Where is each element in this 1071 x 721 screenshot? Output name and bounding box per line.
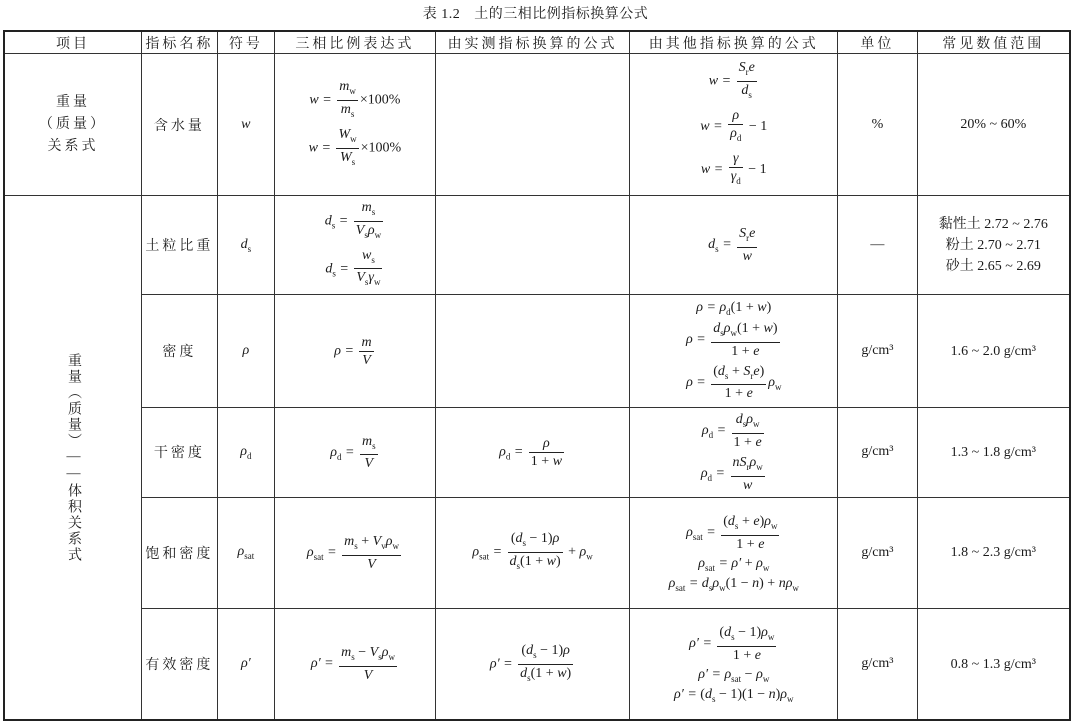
formula: $\rho_d$ = $\frac{m_s}{V}$ xyxy=(330,433,376,472)
formula: ρ = $\frac{m}{V}$ xyxy=(334,334,372,368)
other-formulas xyxy=(630,608,838,720)
formula: ρ′ = $\frac{(d_s - 1)\rho}{d_s(1 + w)}$ xyxy=(489,642,572,683)
header-index-name: 指标名称 xyxy=(142,31,218,54)
symbol: ρ xyxy=(217,295,274,408)
unit: — xyxy=(838,196,917,295)
measured-formulas xyxy=(435,295,629,408)
table-row-water-content xyxy=(4,54,1070,196)
formula: ρ′ = $\frac{(d_s - 1)\rho_w}{1 + e}$ xyxy=(689,625,775,664)
measured-formulas xyxy=(435,54,629,196)
table-row-specific-gravity xyxy=(4,196,1070,295)
index-name: 饱和密度 xyxy=(142,497,218,608)
measured-formulas xyxy=(435,497,629,608)
other-formulas xyxy=(630,295,838,408)
other-formulas xyxy=(630,408,838,498)
three-phase-formulas xyxy=(275,608,436,720)
typical-range: 20% ~ 60% xyxy=(917,54,1070,196)
unit: g/cm³ xyxy=(838,408,917,498)
typical-range: 1.8 ~ 2.3 g/cm³ xyxy=(917,497,1070,608)
measured-formulas xyxy=(435,408,629,498)
index-name: 含水量 xyxy=(142,54,218,196)
formula: $\rho' = \rho_{sat} - \rho_w$ xyxy=(698,667,770,684)
table-caption xyxy=(0,3,1071,23)
three-phase-formulas xyxy=(275,196,436,295)
index-name: 干密度 xyxy=(142,408,218,498)
three-phase-formulas xyxy=(275,295,436,408)
typical-range: 1.6 ~ 2.0 g/cm³ xyxy=(917,295,1070,408)
three-phase-formulas xyxy=(275,54,436,196)
header-measured: 由实测指标换算的公式 xyxy=(435,31,629,54)
table-row-saturated-density xyxy=(4,497,1070,608)
index-name: 有效密度 xyxy=(142,608,218,720)
formula: $d_s$ = $\frac{w_s}{V_s\gamma_w}$ xyxy=(325,247,381,288)
formula: $\rho' = (d_s - 1)(1 - n)\rho_w$ xyxy=(674,686,794,704)
other-formulas xyxy=(630,54,838,196)
symbol: w xyxy=(217,54,274,196)
table-row-dry-density xyxy=(4,408,1070,498)
header-three-phase: 三相比例表达式 xyxy=(275,31,436,54)
formula: $d_s$ = $\frac{S_re}{w}$ xyxy=(708,226,756,264)
formula: w = $\frac{m_w}{m_s}$ ×100% xyxy=(309,79,401,119)
unit: g/cm³ xyxy=(838,608,917,720)
formula: w = $\frac{S_re}{d_s}$ xyxy=(708,60,755,100)
index-name: 土粒比重 xyxy=(142,196,218,295)
table-row-effective-density xyxy=(4,608,1070,720)
group-label-mass-volume: 重量（质量）——体积关系式 xyxy=(4,196,142,721)
three-phase-formulas xyxy=(275,408,436,498)
formula: $d_s$ = $\frac{m_s}{V_s\rho_w}$ xyxy=(324,200,382,240)
formula: $\rho_{sat}$ = $\frac{(d_s - 1)\rho}{d_s(1 + w)}$ + $\rho_w$ xyxy=(472,531,593,572)
formula: w = $\frac{\rho}{\rho_d}$ − 1 xyxy=(700,108,768,143)
typical-range: 0.8 ~ 1.3 g/cm³ xyxy=(917,608,1070,720)
unit: g/cm³ xyxy=(838,497,917,608)
formula: $\rho_{sat} = d_s\rho_w(1 - n) + n\rho_w$ xyxy=(668,575,799,593)
formula: $\rho = \rho_d(1 + w)$ xyxy=(696,299,772,317)
formula: w = $\frac{\gamma}{\gamma_d}$ − 1 xyxy=(700,150,767,186)
formula: $\rho_{sat}$ = $\frac{m_s + V_v\rho_w}{V}$ xyxy=(306,533,399,572)
measured-formulas xyxy=(435,608,629,720)
formula: ρ′ = $\frac{m_s - V_s\rho_w}{V}$ xyxy=(310,645,395,683)
formula: $\rho_d$ = $\frac{d_s\rho_w}{1 + e}$ xyxy=(701,412,762,450)
table-number: 表 1.2 xyxy=(422,7,461,22)
three-phase-formulas xyxy=(275,497,436,608)
index-name: 密度 xyxy=(142,295,218,408)
formula: $\rho_{sat}$ = $\frac{(d_s + e)\rho_w}{1 + e}$ xyxy=(686,514,778,552)
measured-formulas xyxy=(435,196,629,295)
typical-range: 黏性土 2.72 ~ 2.76 粉土 2.70 ~ 2.71 砂土 2.65 ~ 2.69 xyxy=(917,196,1070,295)
typical-range: 1.3 ~ 1.8 g/cm³ xyxy=(917,408,1070,498)
header-range: 常见数值范围 xyxy=(917,31,1070,54)
header-row xyxy=(4,31,1070,54)
formula: ρ = $\frac{d_s\rho_w(1 + w)}{1 + e}$ xyxy=(686,320,778,359)
table-title: 土的三相比例指标换算公式 xyxy=(474,7,649,22)
group-label-mass: 重量 （质量） 关系式 xyxy=(4,54,142,196)
header-symbol: 符号 xyxy=(217,31,274,54)
formula: $\rho_d$ = $\frac{nS_r\rho_w}{w}$ xyxy=(700,454,763,493)
formula: $\rho_d$ = $\frac{\rho}{1 + w}$ xyxy=(499,435,563,469)
formula: $\rho_{sat} = \rho' + \rho_w$ xyxy=(698,555,770,573)
symbol: $\rho_{sat}$ xyxy=(217,497,274,608)
unit: % xyxy=(838,54,917,196)
symbol: $\rho_d$ xyxy=(217,408,274,498)
symbol: ρ′ xyxy=(217,608,274,720)
header-other: 由其他指标换算的公式 xyxy=(630,31,838,54)
soil-phase-index-table xyxy=(3,30,1071,721)
symbol: $d_s$ xyxy=(217,196,274,295)
other-formulas xyxy=(630,196,838,295)
unit: g/cm³ xyxy=(838,295,917,408)
formula: ρ = $\frac{(d_s + S_re)}{1 + e}$ $\rho_w$ xyxy=(686,363,782,402)
header-item: 项目 xyxy=(4,31,142,54)
table-row-density xyxy=(4,295,1070,408)
header-unit: 单位 xyxy=(838,31,917,54)
formula: w = $\frac{W_w}{W_s}$ ×100% xyxy=(308,127,402,167)
other-formulas xyxy=(630,497,838,608)
